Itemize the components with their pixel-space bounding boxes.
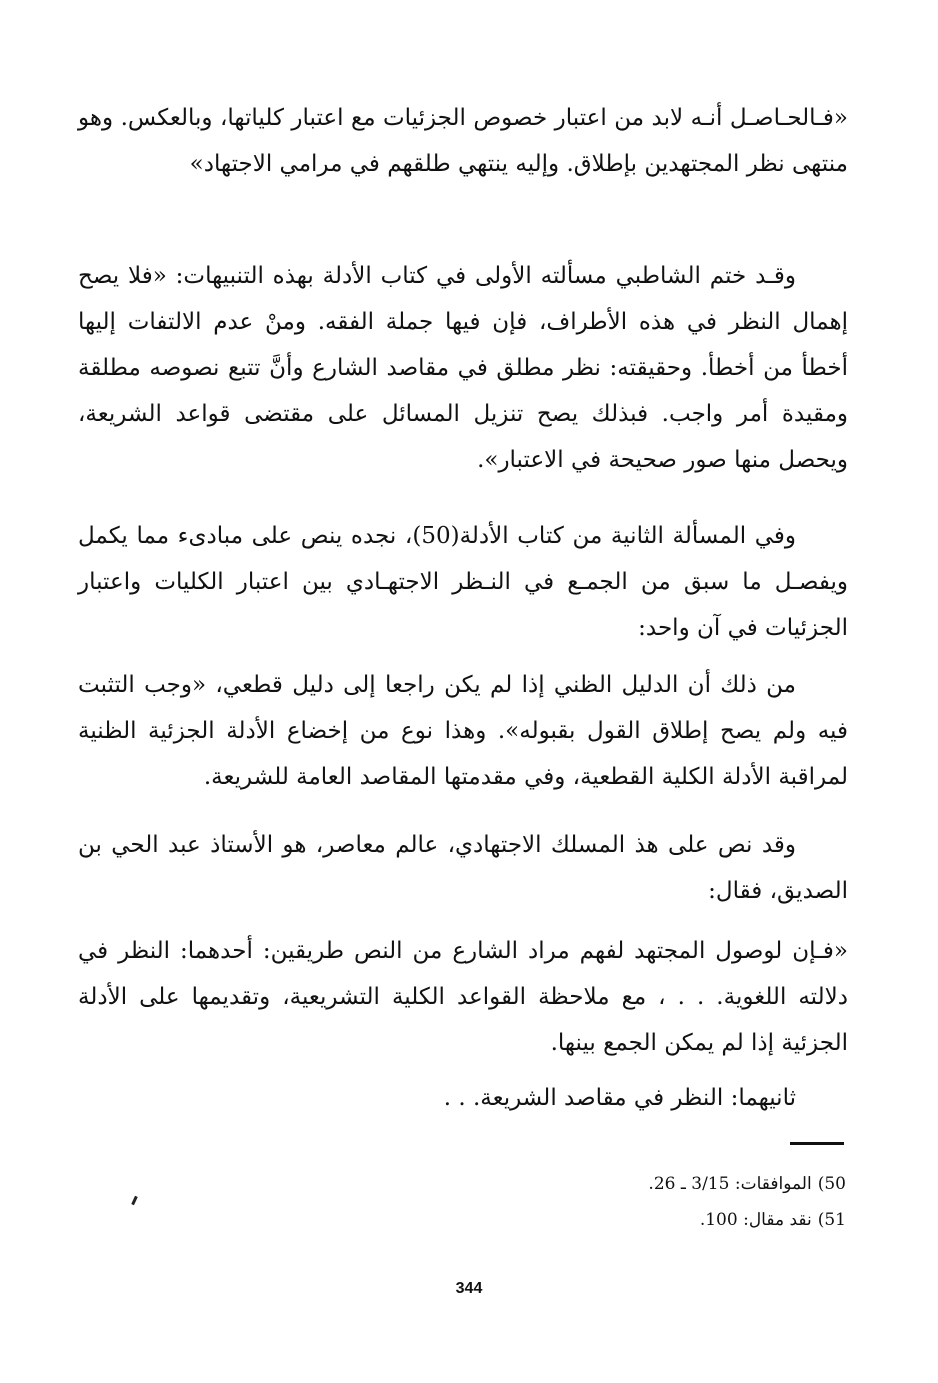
paragraph-second-issue: وفي المسألة الثانية من كتاب الأدلة(50)، نجده ينص على مبادىء مما يكمل ويفصـل ما سبق من الجمـع في النـظر الاجتهـادي بين اعتبار الكليات واعتبار الجزئيات في آن واحد: — [78, 523, 848, 641]
footnote-text: نقد مقال: 100. — [699, 1210, 812, 1230]
stray-ink-mark — [131, 1196, 138, 1205]
page-number: 344 — [455, 1280, 483, 1297]
footnote-50 — [440, 1172, 846, 1196]
quote-second-method: ثانيهما: النظر في مقاصد الشريعة. . . — [443, 1085, 796, 1111]
footnote-separator — [790, 1142, 844, 1145]
paragraph-speculative-evidence: من ذلك أن الدليل الظني إذا لم يكن راجعا إلى دليل قطعي، «وجب التثبت فيه ولم يصح إطلاق القول بقبوله». وهذا نوع من إخضاع الأدلة الجزئية الظنية لمراقبة الأدلة الكلية القطعية، وفي مقدمتها المقاصد العامة للشريعة. — [78, 672, 848, 790]
footnote-number: 50) — [817, 1174, 846, 1194]
footnote-text: الموافقات: 3/15 ـ 26. — [648, 1174, 812, 1194]
footnote-number: 51) — [817, 1210, 846, 1230]
paragraph-shatibi-warnings: وقـد ختم الشاطبي مسألته الأولى في كتاب الأدلة بهذه التنبيهات: «فلا يصح إهمال النظر في هذه الأطراف، فإن فيها جملة الفقه. ومنْ عدم الالتفات إليها أخطأ من أخطأ. وحقيقته: نظر مطلق في مقاصد الشارع وأنَّ تتبع نصوصه مطلقة ومقيدة أمر واجب. فبذلك يصح تنزيل المسائل على مقتضى قواعد الشريعة، ويحصل منها صور صحيحة في الاعتبار». — [78, 263, 848, 473]
quote-two-methods: «فـإن لوصول المجتهد لفهم مراد الشارع من النص طريقين: أحدهما: النظر في دلالته اللغوية. . . ، مع ملاحظة القواعد الكلية التشريعية، وتقديمها على الأدلة الجزئية إذا لم يمكن الجمع بينها. — [78, 938, 848, 1056]
footnote-51 — [440, 1208, 846, 1232]
paragraph-contemporary-scholar: وقد نص على هذ المسلك الاجتهادي، عالم معاصر، هو الأستاذ عبد الحي بن الصديق، فقال: — [78, 832, 848, 904]
quote-paragraph-1: «فـالحـاصـل أنـه لابد من اعتبار خصوص الجزئيات مع اعتبار كلياتها، وبالعكس. وهو منتهى نظر المجتهدين بإطلاق. وإليه ينتهي طلقهم في مرامي الاجتهاد» — [78, 105, 848, 177]
